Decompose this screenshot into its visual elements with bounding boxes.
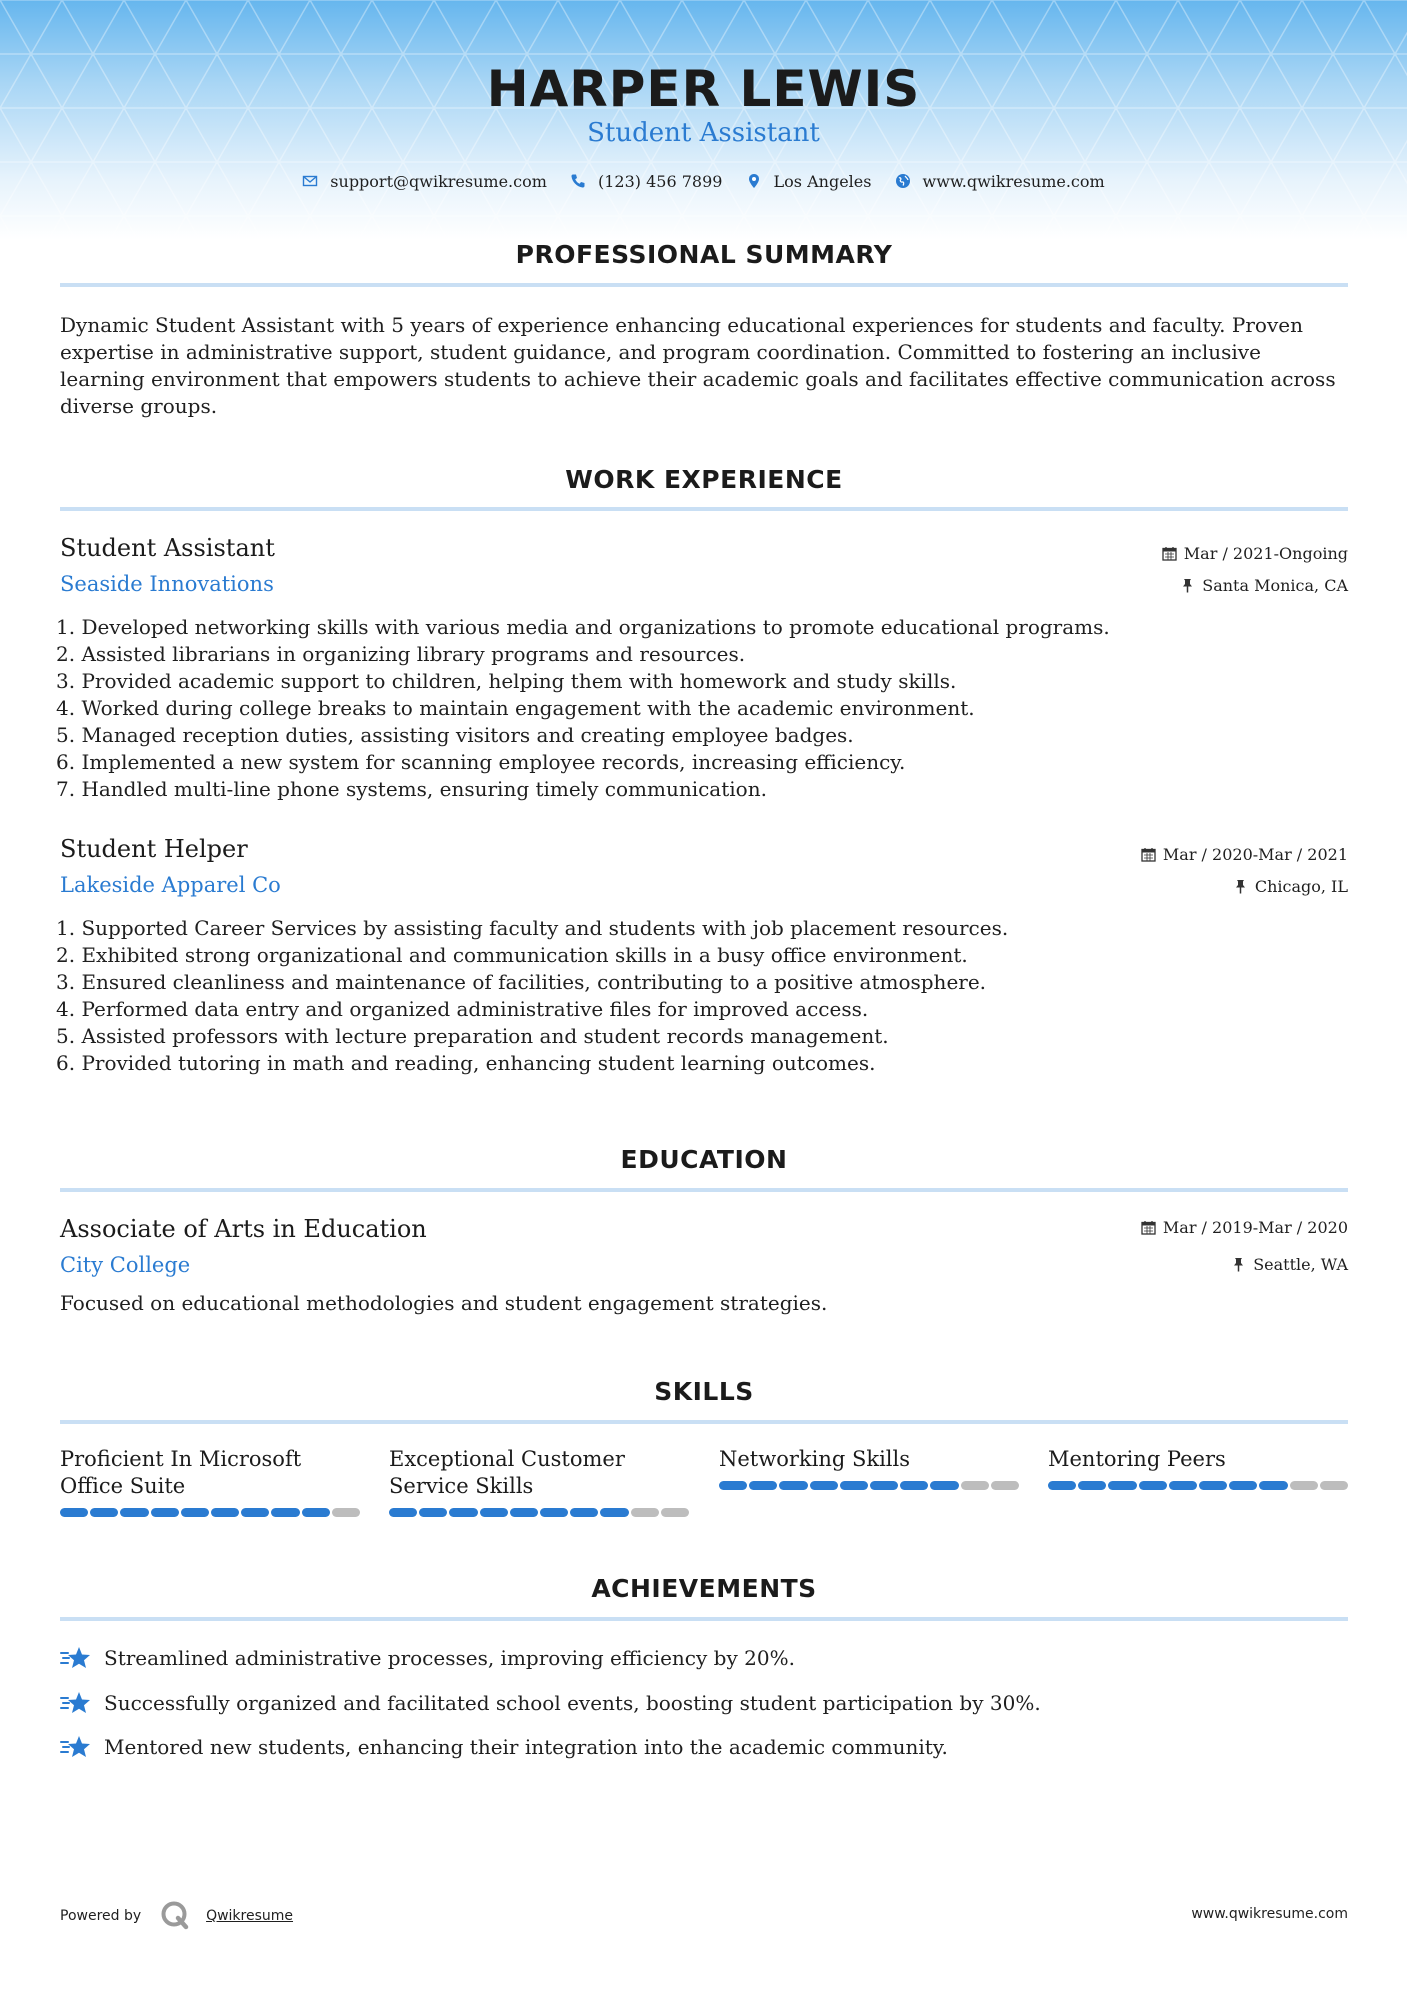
education-location-text: Seattle, WA: [1253, 1255, 1348, 1274]
pushpin-icon: [1231, 1257, 1246, 1272]
contact-email[interactable]: [302, 172, 547, 191]
skill-segment-filled: [211, 1508, 239, 1517]
list-item: 2. Assisted librarians in organizing library programs and resources.: [56, 642, 746, 666]
skill-segment-filled: [600, 1508, 628, 1517]
skill-segment-filled: [510, 1508, 538, 1517]
globe-icon: [895, 173, 911, 189]
list-item: 6. Provided tutoring in math and reading, enhancing student learning outcomes.: [56, 1051, 876, 1075]
skill-segment-filled: [449, 1508, 477, 1517]
envelope-icon: [302, 173, 318, 189]
education-school: City College: [60, 1253, 191, 1277]
list-item: 3. Provided academic support to children, helping them with homework and study skills.: [56, 669, 957, 693]
skill-name: Proficient In Microsoft Office Suite: [60, 1447, 302, 1498]
list-item: [60, 1645, 1348, 1690]
pushpin-icon: [1233, 879, 1248, 894]
job-location: [1180, 576, 1348, 595]
summary-heading: PROFESSIONAL SUMMARY: [515, 240, 893, 269]
skill-segment-filled: [1199, 1481, 1227, 1490]
experience-divider: [60, 507, 1348, 511]
contact-email-text: support@qwikresume.com: [330, 172, 547, 191]
achievements-list: [60, 1645, 1348, 1779]
achievements-heading: ACHIEVEMENTS: [591, 1574, 817, 1603]
skill-segment-filled: [810, 1481, 838, 1490]
skill-segment-empty: [1290, 1481, 1318, 1490]
skill-segment-filled: [1169, 1481, 1197, 1490]
list-item: 5. Assisted professors with lecture preparation and student records management.: [56, 1024, 889, 1048]
skill-item: [719, 1446, 1019, 1490]
list-item: [60, 1690, 1348, 1735]
skill-segment-empty: [631, 1508, 659, 1517]
skill-segment-filled: [181, 1508, 209, 1517]
list-item: 4. Worked during college breaks to maintain engagement with the academic environment.: [56, 696, 975, 720]
achievement-text: Successfully organized and facilitated school events, boosting student participation by 30%.: [104, 1690, 1041, 1715]
skill-segment-filled: [1139, 1481, 1167, 1490]
education-heading: EDUCATION: [620, 1145, 788, 1174]
job-bullets: [56, 614, 1336, 803]
skill-segment-filled: [1229, 1481, 1257, 1490]
skill-level-bar: [719, 1481, 1019, 1490]
education-description: Focused on educational methodologies and student engagement strategies.: [60, 1291, 828, 1315]
job-company: Lakeside Apparel Co: [60, 873, 281, 897]
contact-row: [0, 172, 1407, 191]
contact-phone[interactable]: [570, 172, 722, 191]
footer-website[interactable]: www.qwikresume.com: [1191, 1906, 1348, 1922]
calendar-icon: [1141, 847, 1156, 862]
skill-name: Networking Skills: [719, 1447, 911, 1471]
skill-segment-filled: [120, 1508, 148, 1517]
star-icon: [60, 1734, 92, 1760]
job-dates: [1162, 544, 1348, 563]
star-icon: [60, 1645, 92, 1671]
skill-segment-filled: [271, 1508, 299, 1517]
brand-link[interactable]: Qwikresume: [206, 1908, 294, 1924]
education-dates-text: Mar / 2019-Mar / 2020: [1162, 1218, 1348, 1237]
skill-name: Mentoring Peers: [1048, 1447, 1226, 1471]
list-item: 3. Ensured cleanliness and maintenance of facilities, contributing to a positive atmosphere.: [56, 970, 987, 994]
skill-segment-empty: [661, 1508, 689, 1517]
qwikresume-logo-icon: [160, 1900, 190, 1930]
skills-heading: SKILLS: [654, 1377, 754, 1406]
skill-segment-empty: [991, 1481, 1019, 1490]
calendar-icon: [1141, 1220, 1156, 1235]
footer-powered-by: [60, 1900, 293, 1930]
skill-segment-filled: [1108, 1481, 1136, 1490]
candidate-name: HARPER LEWIS: [486, 60, 921, 118]
skill-segment-filled: [840, 1481, 868, 1490]
powered-by-label: Powered by: [60, 1908, 142, 1924]
map-marker-icon: [746, 173, 762, 189]
skill-segment-filled: [1048, 1481, 1076, 1490]
skill-segment-filled: [1078, 1481, 1106, 1490]
list-item: 7. Handled multi-line phone systems, ensuring timely communication.: [56, 777, 767, 801]
experience-heading: WORK EXPERIENCE: [565, 465, 843, 494]
skill-name: Exceptional Customer Service Skills: [389, 1447, 625, 1498]
achievements-divider: [60, 1617, 1348, 1621]
education-divider: [60, 1188, 1348, 1192]
job-location-text: Chicago, IL: [1254, 877, 1348, 896]
skill-segment-empty: [961, 1481, 989, 1490]
skill-segment-filled: [779, 1481, 807, 1490]
list-item: 1. Supported Career Services by assisting faculty and students with job placement resources.: [56, 916, 1009, 940]
skill-segment-filled: [930, 1481, 958, 1490]
skill-item: [1048, 1446, 1348, 1490]
skill-item: [389, 1446, 689, 1517]
job-location: [1233, 877, 1348, 896]
list-item: 1. Developed networking skills with various media and organizations to promote educational programs.: [56, 615, 1110, 639]
skill-level-bar: [389, 1508, 689, 1517]
list-item: [60, 1734, 1348, 1779]
skill-segment-filled: [749, 1481, 777, 1490]
skill-segment-filled: [389, 1508, 417, 1517]
skill-segment-filled: [151, 1508, 179, 1517]
list-item: 2. Exhibited strong organizational and communication skills in a busy office environment.: [56, 943, 968, 967]
job-dates-text: Mar / 2021-Ongoing: [1183, 544, 1348, 563]
skill-segment-filled: [302, 1508, 330, 1517]
job-company: Seaside Innovations: [60, 572, 274, 596]
contact-website[interactable]: [895, 172, 1105, 191]
job-role: Student Assistant: [60, 534, 275, 562]
list-item: 4. Performed data entry and organized administrative files for improved access.: [56, 997, 869, 1021]
phone-icon: [570, 173, 586, 189]
job-dates: [1141, 845, 1348, 864]
pushpin-icon: [1180, 578, 1195, 593]
summary-divider: [60, 283, 1348, 287]
skill-segment-filled: [540, 1508, 568, 1517]
skill-segment-filled: [870, 1481, 898, 1490]
job-bullets: [56, 915, 1336, 1077]
skill-segment-filled: [900, 1481, 928, 1490]
skill-segment-filled: [90, 1508, 118, 1517]
skill-segment-filled: [1259, 1481, 1287, 1490]
summary-text: Dynamic Student Assistant with 5 years of experience enhancing educational experiences for students and faculty. Proven expertise in administrative support, student guidance, and program coordination. Committed to fostering an inclusive learning environment that empowers students to achieve their academic goals and facilitates effective communication across diverse groups.: [60, 313, 1336, 418]
education-dates: [1141, 1218, 1348, 1237]
contact-location: [746, 172, 872, 191]
skill-segment-filled: [419, 1508, 447, 1517]
contact-location-text: Los Angeles: [773, 172, 872, 191]
skill-segment-filled: [60, 1508, 88, 1517]
skills-divider: [60, 1420, 1348, 1424]
skill-item: [60, 1446, 360, 1517]
skill-segment-filled: [719, 1481, 747, 1490]
skill-segment-filled: [241, 1508, 269, 1517]
list-item: 6. Implemented a new system for scanning employee records, increasing efficiency.: [56, 750, 906, 774]
star-icon: [60, 1690, 92, 1716]
calendar-icon: [1162, 546, 1177, 561]
candidate-title: Student Assistant: [587, 118, 820, 148]
job-dates-text: Mar / 2020-Mar / 2021: [1162, 845, 1348, 864]
skill-segment-filled: [570, 1508, 598, 1517]
skill-segment-filled: [480, 1508, 508, 1517]
skill-level-bar: [1048, 1481, 1348, 1490]
contact-phone-text: (123) 456 7899: [597, 172, 723, 191]
education-degree: Associate of Arts in Education: [60, 1215, 427, 1243]
contact-website-text: www.qwikresume.com: [922, 172, 1105, 191]
skill-segment-empty: [1320, 1481, 1348, 1490]
education-location: [1231, 1255, 1348, 1274]
achievement-text: Streamlined administrative processes, improving efficiency by 20%.: [104, 1646, 795, 1670]
achievement-text: Mentored new students, enhancing their integration into the academic community.: [104, 1735, 948, 1759]
job-role: Student Helper: [60, 835, 248, 863]
job-location-text: Santa Monica, CA: [1202, 576, 1348, 595]
skill-level-bar: [60, 1508, 360, 1517]
skill-segment-empty: [332, 1508, 360, 1517]
list-item: 5. Managed reception duties, assisting visitors and creating employee badges.: [56, 723, 854, 747]
